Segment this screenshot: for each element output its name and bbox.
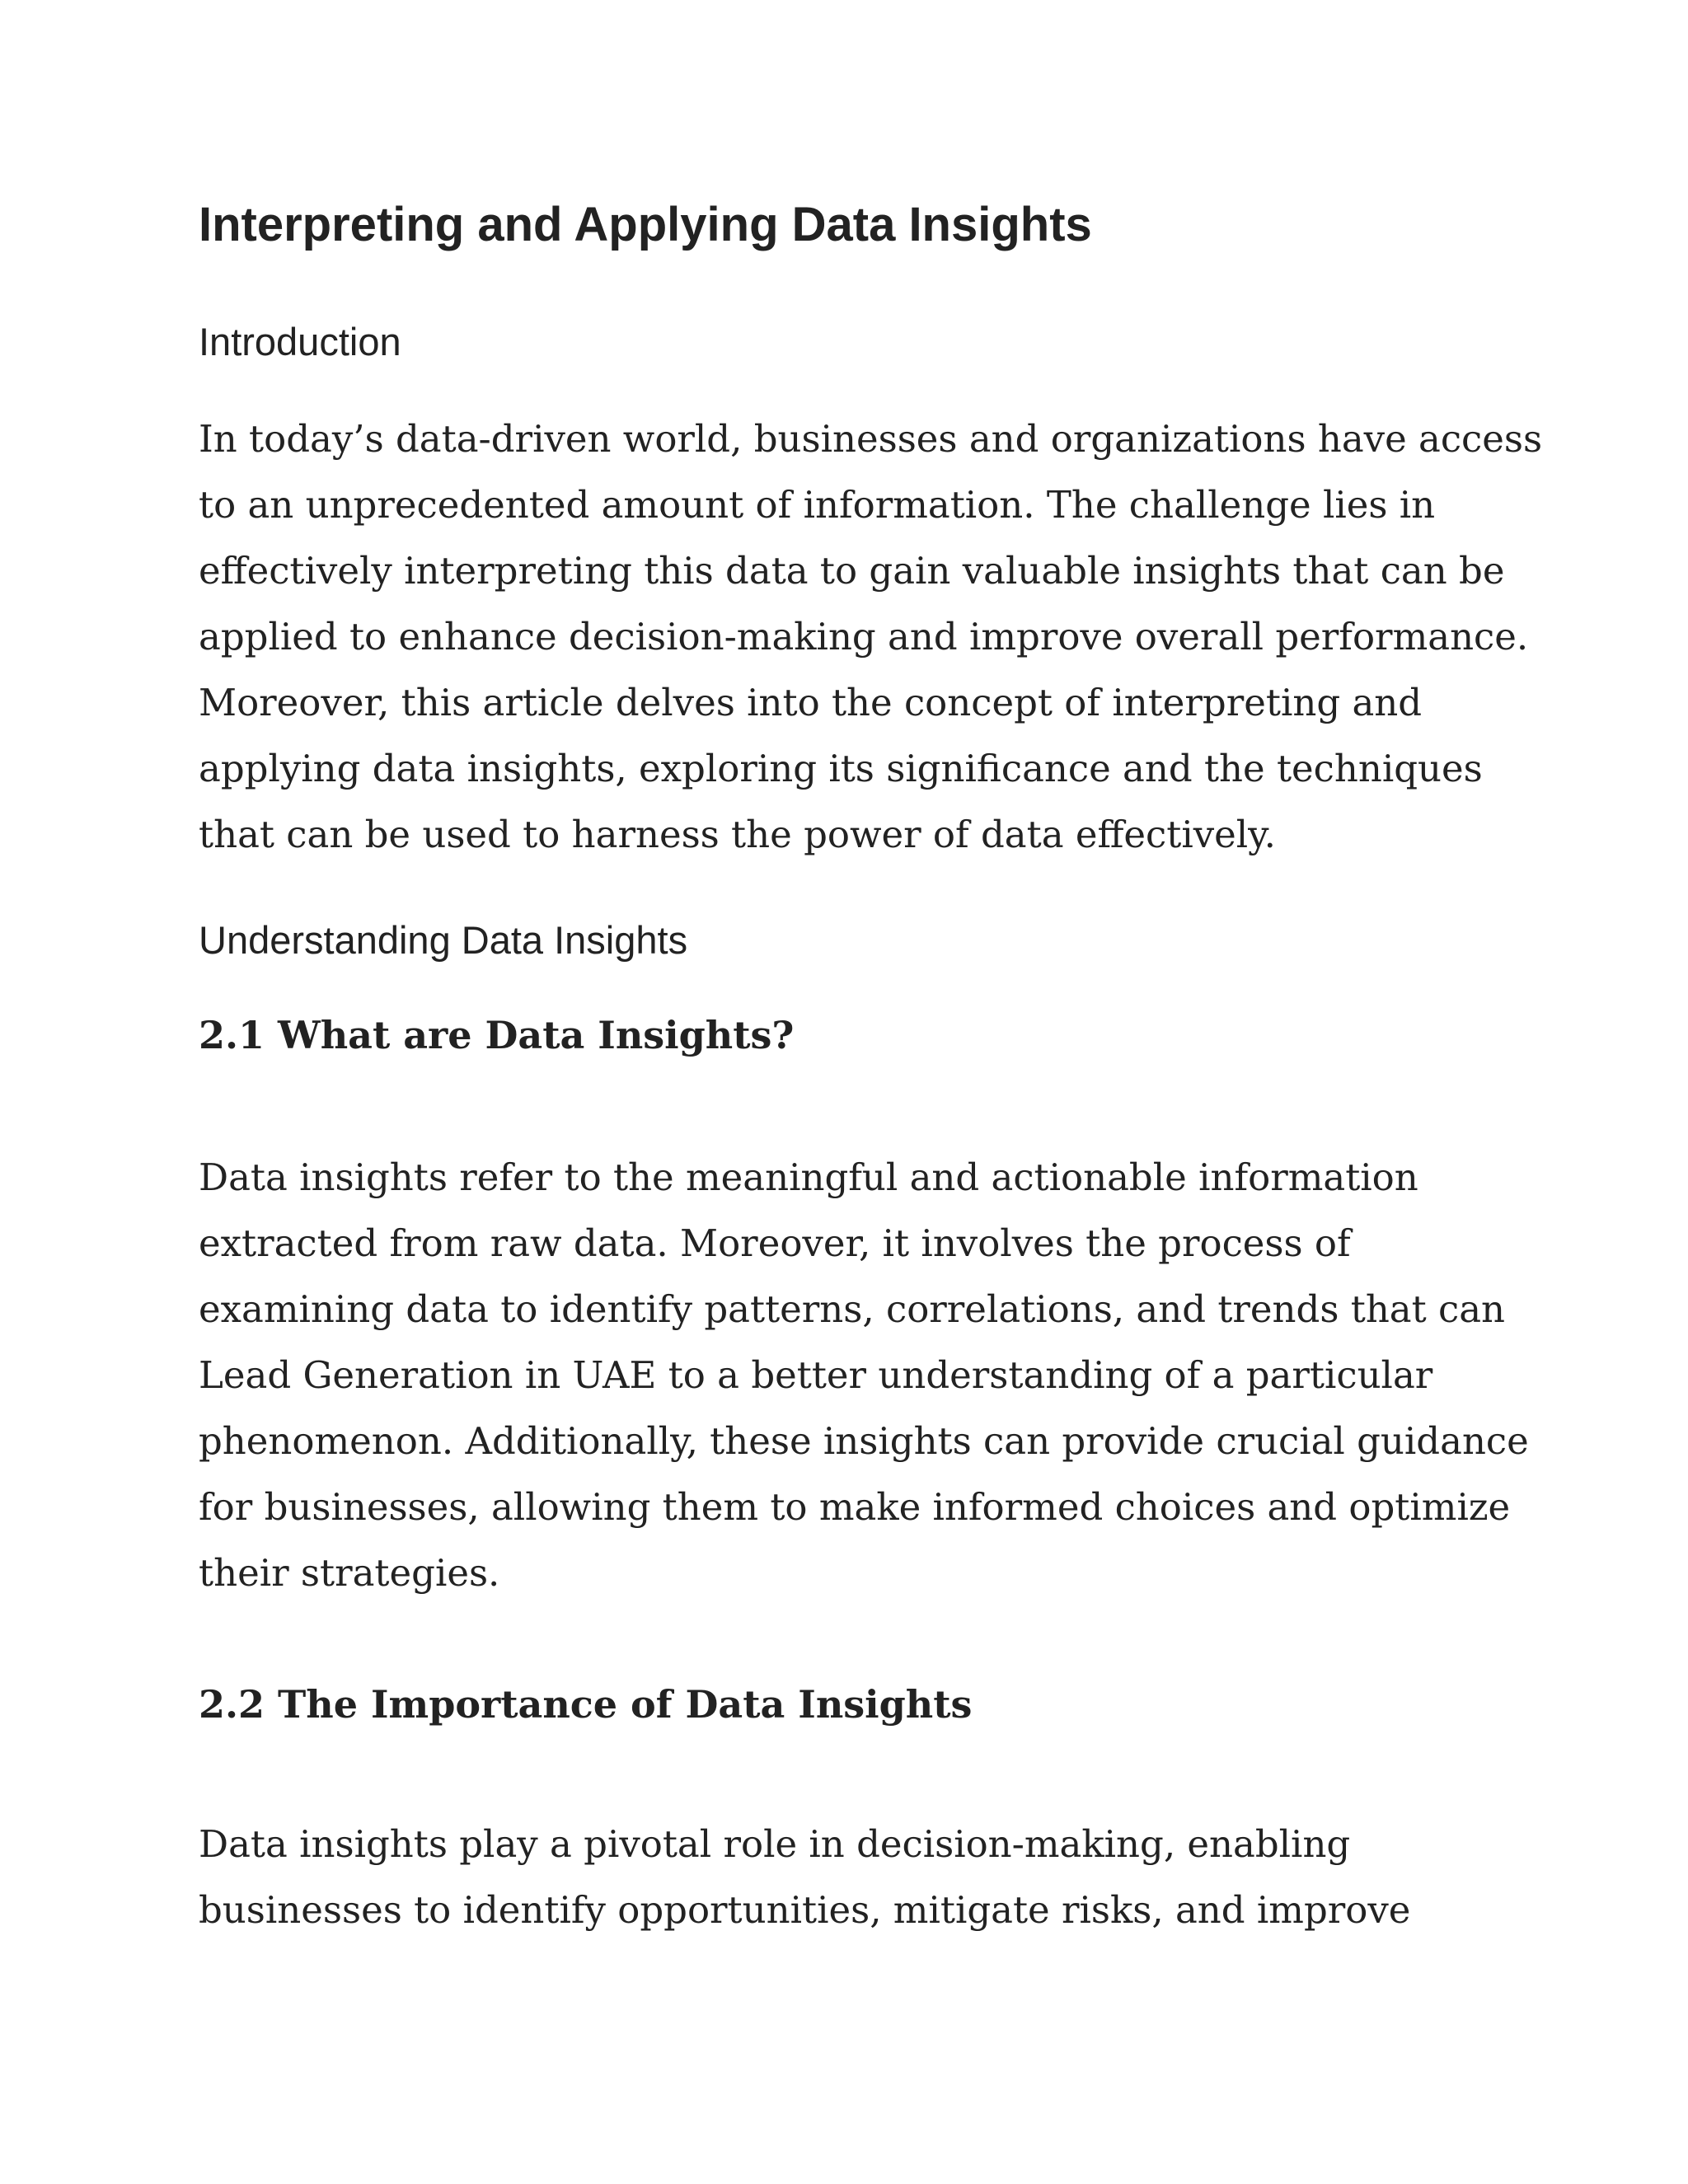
paragraph-line: applying data insights, exploring its significance and the techniques bbox=[199, 747, 1483, 790]
paragraph-line: Lead Generation in UAE to a better understanding of a particular bbox=[199, 1353, 1433, 1397]
section-2-1-paragraph bbox=[199, 1145, 1529, 1606]
paragraph-line: for businesses, allowing them to make informed choices and optimize bbox=[199, 1485, 1511, 1529]
introduction-paragraph bbox=[199, 406, 1543, 868]
article-title: Interpreting and Applying Data Insights bbox=[199, 198, 1092, 251]
paragraph-line: their strategies. bbox=[199, 1551, 500, 1595]
paragraph-line: Data insights refer to the meaningful and actionable information bbox=[199, 1155, 1418, 1199]
paragraph-line: to an unprecedented amount of information. The challenge lies in bbox=[199, 483, 1436, 527]
section-2-2-paragraph bbox=[199, 1811, 1526, 1943]
paragraph-line: Moreover, this article delves into the concept of interpreting and bbox=[199, 681, 1423, 724]
paragraph-line: applied to enhance decision-making and improve overall performance. bbox=[199, 615, 1529, 658]
section-2-1-title: 2.1 What are Data Insights? bbox=[199, 1013, 795, 1057]
paragraph-line: phenomenon. Additionally, these insights can provide crucial guidance bbox=[199, 1419, 1529, 1463]
paragraph-line: effectively interpreting this data to gain valuable insights that can be bbox=[199, 549, 1505, 593]
paragraph-line: that can be used to harness the power of data effectively. bbox=[199, 813, 1276, 856]
paragraph-line: examining data to identify patterns, correlations, and trends that can bbox=[199, 1287, 1506, 1331]
paragraph-line: extracted from raw data. Moreover, it involves the process of bbox=[199, 1221, 1351, 1265]
paragraph-line: businesses to identify opportunities, mitigate risks, and improve bbox=[199, 1888, 1411, 1932]
paragraph-line: In today’s data-driven world, businesses and organizations have access bbox=[199, 417, 1543, 461]
introduction-heading: Introduction bbox=[199, 320, 401, 363]
paragraph-line: Data insights play a pivotal role in decision-making, enabling bbox=[199, 1822, 1351, 1866]
understanding-heading: Understanding Data Insights bbox=[199, 918, 688, 962]
section-2-2-title: 2.2 The Importance of Data Insights bbox=[199, 1682, 973, 1727]
